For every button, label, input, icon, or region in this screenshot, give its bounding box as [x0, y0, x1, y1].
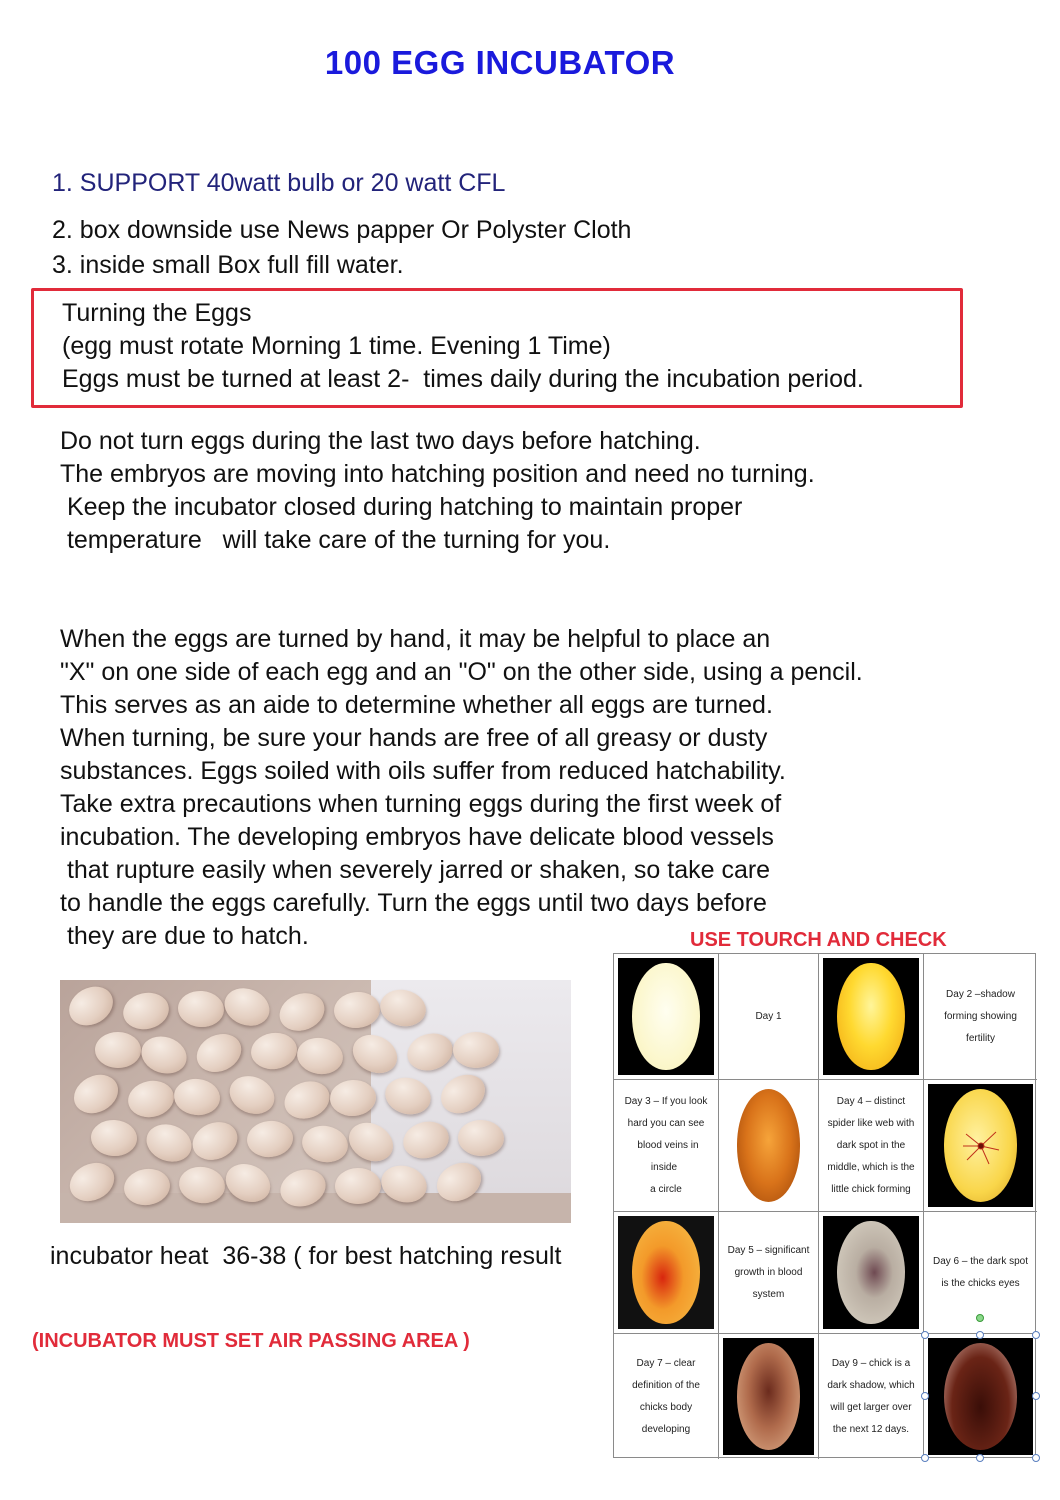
egg [95, 1032, 142, 1069]
paragraph-line: that rupture easily when severely jarred or shaken, so take care [60, 856, 771, 884]
day-7-text: Day 7 – clear definition of the chicks body developing [632, 1357, 700, 1435]
candling-label-day-2 [924, 954, 1037, 1080]
candling-image-day-4 [924, 1080, 1037, 1212]
egg [125, 1077, 177, 1121]
resize-handle[interactable] [921, 1331, 929, 1339]
day-2-text: Day 2 –shadow forming showing fertility [944, 988, 1017, 1044]
paragraph-line: Take extra precautions when turning eggs during the first week of [60, 790, 782, 818]
candling-image-day-7 [719, 1334, 819, 1459]
page-title: 100 EGG INCUBATOR [324, 44, 676, 81]
candling-image-day-1 [614, 954, 719, 1080]
egg [191, 1027, 248, 1079]
turning-eggs-box [31, 288, 963, 408]
candling-label-day-3 [614, 1080, 719, 1212]
resize-handle[interactable] [921, 1454, 929, 1462]
egg [453, 1032, 499, 1068]
paragraph-line: Do not turn eggs during the last two days before hatching. [60, 427, 701, 455]
paragraph-line: When the eggs are turned by hand, it may be helpful to place an [60, 625, 771, 653]
egg [329, 1079, 377, 1117]
day-5-text: Day 5 – significant growth in blood system [727, 1244, 810, 1300]
paragraph-line: This serves as an aide to determine whether all eggs are turned. [60, 691, 773, 719]
candling-label-day-4 [819, 1080, 924, 1212]
candling-chart [613, 953, 1036, 1458]
candling-image-day-3 [719, 1080, 819, 1212]
instruction-line-3: 3. inside small Box full fill water. [52, 251, 404, 279]
candling-image-day-2 [819, 954, 924, 1080]
paragraph-line: to handle the eggs carefully. Turn the eggs until two days before [60, 889, 767, 917]
resize-handle[interactable] [1032, 1392, 1040, 1400]
candling-image-day-5 [614, 1212, 719, 1334]
day-9-text: Day 9 – chick is a dark shadow, which will get larger over the next 12 days. [827, 1357, 915, 1435]
paragraph-line: Keep the incubator closed during hatching to maintain proper [60, 493, 743, 521]
paragraph-line: The embryos are moving into hatching position and need no turning. [60, 460, 815, 488]
resize-handle[interactable] [921, 1392, 929, 1400]
egg [224, 1069, 280, 1120]
egg [62, 980, 120, 1033]
air-passing-note: (INCUBATOR MUST SET AIR PASSING AREA ) [32, 1330, 470, 1352]
candling-image-day-9[interactable] [924, 1334, 1037, 1459]
egg [172, 1077, 222, 1118]
egg [299, 1122, 351, 1166]
turning-heading: Turning the Eggs [62, 299, 252, 327]
candling-label-day-7 [614, 1334, 719, 1459]
egg [294, 1035, 345, 1078]
resize-handle[interactable] [976, 1454, 984, 1462]
instruction-line-1: 1. SUPPORT 40watt bulb or 20 watt CFL [52, 169, 506, 197]
candling-label-day-5 [719, 1212, 819, 1334]
heat-note: incubator heat 36-38 ( for best hatching result [50, 1242, 562, 1270]
egg [120, 988, 173, 1033]
egg [249, 1030, 300, 1072]
day-6-text: Day 6 – the dark spot is the chicks eyes [932, 1255, 1029, 1289]
egg [245, 1119, 295, 1160]
hatching-paragraph [60, 425, 815, 557]
egg [67, 1067, 125, 1120]
egg [274, 987, 330, 1038]
turning-by-hand-paragraph [60, 623, 863, 953]
day-3-text: Day 3 – If you look hard you can see blood veins in inside a circle [624, 1095, 708, 1195]
tourch-check-label: USE TOURCH AND CHECK [690, 929, 947, 951]
paragraph-line: substances. Eggs soiled with oils suffer from reduced hatchability. [60, 757, 786, 785]
resize-handle[interactable] [1032, 1331, 1040, 1339]
resize-handle[interactable] [1032, 1454, 1040, 1462]
paragraph-line: When turning, be sure your hands are free of all greasy or dusty [60, 724, 768, 752]
day-1-text: Day 1 [755, 1010, 782, 1022]
egg [137, 1031, 192, 1079]
instruction-line-2: 2. box downside use News papper Or Polyster Cloth [52, 216, 632, 244]
egg [219, 982, 275, 1032]
egg [279, 1075, 335, 1125]
eggs-in-incubator-photo [60, 980, 571, 1223]
turning-line-3: Eggs must be turned at least 2- times daily during the incubation period. [62, 365, 864, 393]
candling-label-day-9 [819, 1334, 924, 1459]
candling-image-day-6 [819, 1212, 924, 1334]
vein-web-icon [961, 1126, 1001, 1166]
paragraph-line: temperature will take care of the turning for you. [60, 526, 611, 554]
egg [177, 989, 225, 1028]
egg [90, 1119, 138, 1157]
paragraph-line: "X" on one side of each egg and an "O" on the other side, using a pencil. [60, 658, 863, 686]
rotate-handle[interactable] [976, 1314, 984, 1322]
resize-handle[interactable] [976, 1331, 984, 1339]
candling-label-day-1 [719, 954, 819, 1080]
day-4-text: Day 4 – distinct spider like web with dark spot in the middle, which is the little chick forming [827, 1095, 915, 1195]
egg [187, 1115, 243, 1166]
turning-line-2: (egg must rotate Morning 1 time. Evening 1 Time) [62, 332, 611, 360]
egg [141, 1118, 197, 1168]
paragraph-line: incubation. The developing embryos have delicate blood vessels [60, 823, 774, 851]
paragraph-line: they are due to hatch. [60, 922, 309, 950]
